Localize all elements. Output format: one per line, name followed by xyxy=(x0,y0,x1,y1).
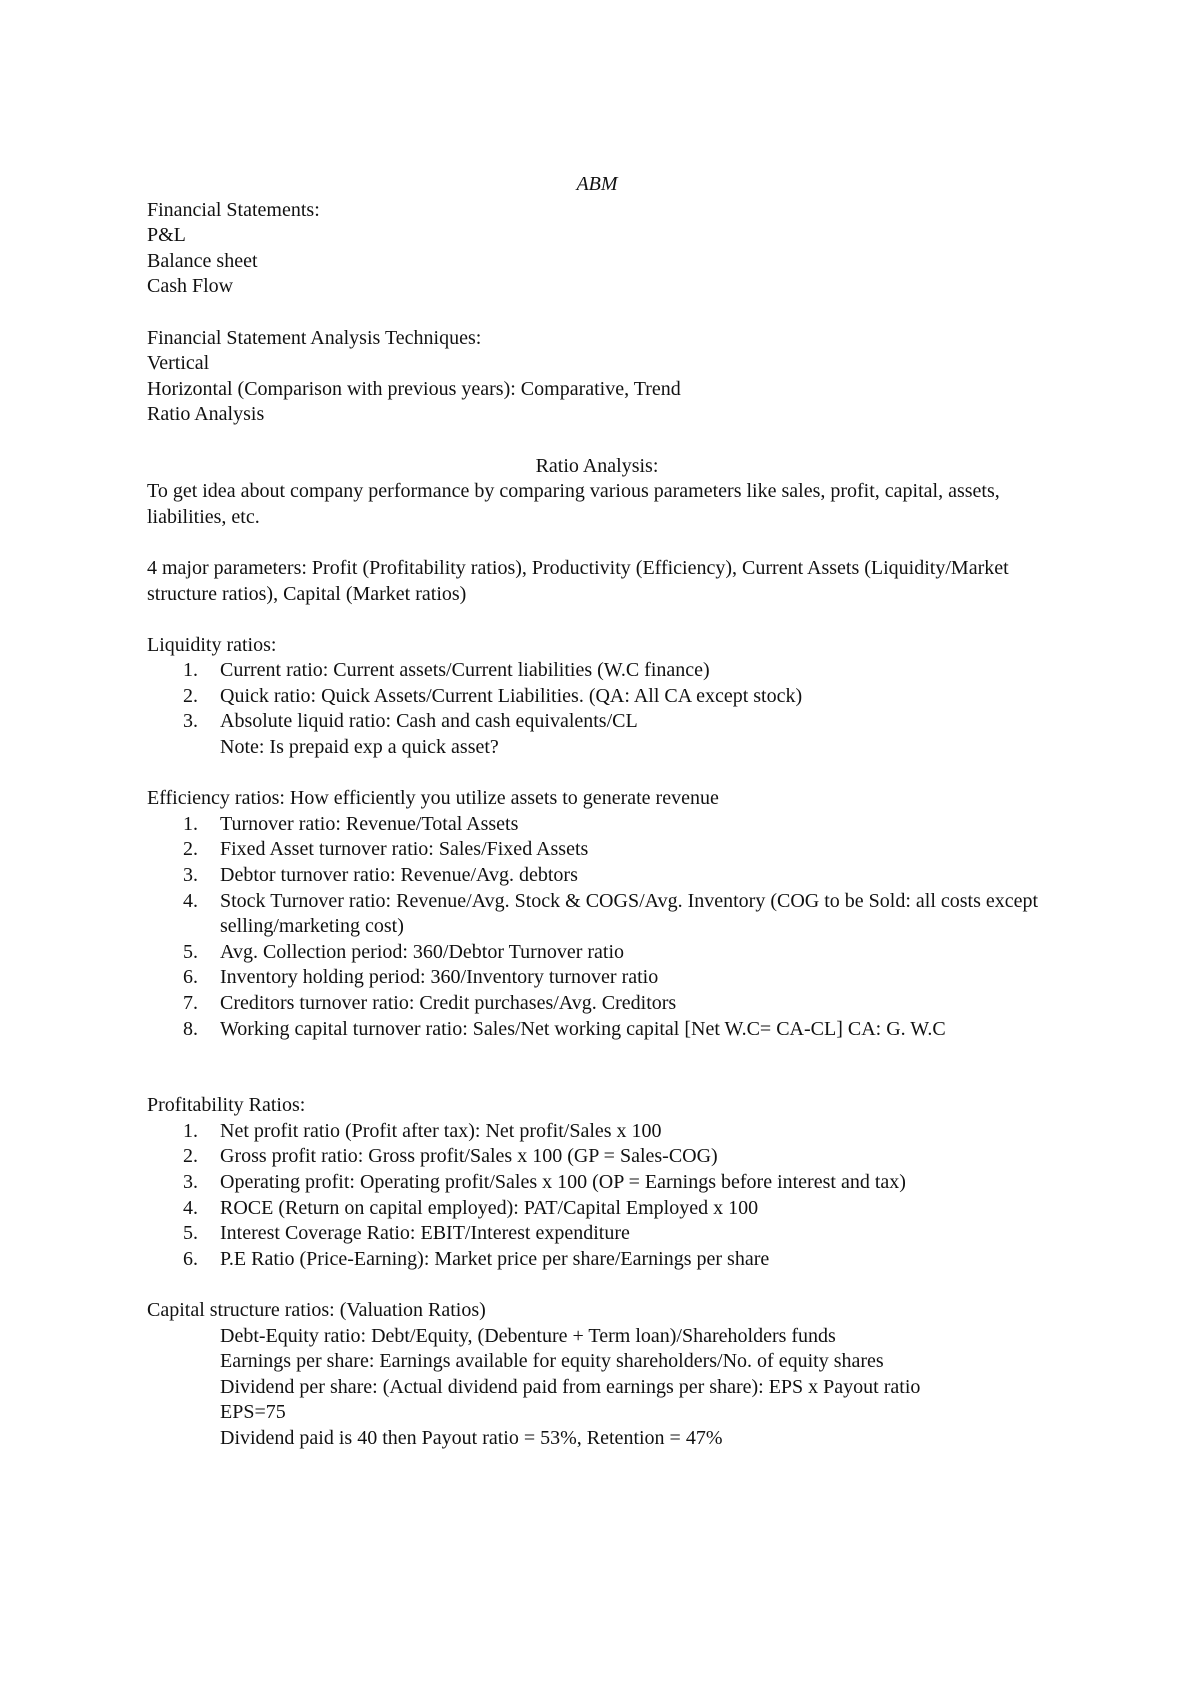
capital-structure-line: Dividend per share: (Actual dividend paid from earnings per share): EPS x Payout ratio xyxy=(220,1375,921,1398)
list-item: 7. Creditors turnover ratio: Credit purchases/Avg. Creditors xyxy=(183,992,677,1014)
document-title: ABM xyxy=(576,173,618,195)
analysis-technique-item: Horizontal (Comparison with previous years): Comparative, Trend xyxy=(147,377,681,400)
efficiency-ratios-list xyxy=(147,812,1047,1042)
capital-structure-heading: Capital structure ratios: (Valuation Ratios) xyxy=(147,1298,486,1321)
profitability-ratios-heading: Profitability Ratios: xyxy=(147,1094,306,1117)
financial-statements-heading: Financial Statements: xyxy=(147,198,320,221)
list-item: 2. Fixed Asset turnover ratio: Sales/Fixed Assets xyxy=(183,838,589,861)
list-item: 3. Absolute liquid ratio: Cash and cash equivalents/CL xyxy=(183,710,638,733)
list-item: 4. ROCE (Return on capital employed): PAT/Capital Employed x 100 xyxy=(183,1196,759,1219)
liquidity-ratios-heading: Liquidity ratios: xyxy=(147,633,277,656)
analysis-techniques-heading: Financial Statement Analysis Techniques: xyxy=(147,326,482,349)
list-item: 6. P.E Ratio (Price-Earning): Market price per share/Earnings per share xyxy=(183,1247,770,1270)
analysis-technique-item: Vertical xyxy=(147,352,210,375)
list-item: 2. Quick ratio: Quick Assets/Current Liabilities. (QA: All CA except stock) xyxy=(183,684,803,707)
list-item: 5. Interest Coverage Ratio: EBIT/Interest expenditure xyxy=(183,1222,630,1245)
list-item: 8. Working capital turnover ratio: Sales/Net working capital [Net W.C= CA-CL] CA: G. W.C xyxy=(183,1017,946,1040)
analysis-technique-item: Ratio Analysis xyxy=(147,403,265,426)
financial-statement-item: Cash Flow xyxy=(147,275,234,298)
financial-statement-item: P&L xyxy=(147,224,186,247)
financial-statement-item: Balance sheet xyxy=(147,249,258,272)
capital-structure-line: Earnings per share: Earnings available for equity shareholders/No. of equity shares xyxy=(220,1350,884,1373)
list-item: 2. Gross profit ratio: Gross profit/Sales x 100 (GP = Sales-COG) xyxy=(183,1145,718,1168)
list-item: 3. Debtor turnover ratio: Revenue/Avg. debtors xyxy=(183,864,578,887)
capital-structure-line: Debt-Equity ratio: Debt/Equity, (Debenture + Term loan)/Shareholders funds xyxy=(220,1324,836,1347)
capital-structure-line: Dividend paid is 40 then Payout ratio = 53%, Retention = 47% xyxy=(220,1426,723,1449)
list-item: 4. Stock Turnover ratio: Revenue/Avg. Stock & COGS/Avg. Inventory (COG to be Sold: all costs except selling/marketing cost) xyxy=(183,889,1039,938)
list-item: 1. Turnover ratio: Revenue/Total Assets xyxy=(183,812,519,835)
list-item: 1. Net profit ratio (Profit after tax): Net profit/Sales x 100 xyxy=(183,1119,662,1142)
liquidity-ratios-list xyxy=(147,658,1047,735)
list-item: 3. Operating profit: Operating profit/Sales x 100 (OP = Earnings before interest and tax) xyxy=(183,1170,906,1193)
profitability-ratios-list xyxy=(147,1119,1047,1273)
capital-structure-line: EPS=75 xyxy=(220,1401,286,1424)
list-item: 6. Inventory holding period: 360/Inventory turnover ratio xyxy=(183,966,659,989)
list-item: 1. Current ratio: Current assets/Current liabilities (W.C finance) xyxy=(183,659,710,682)
list-item: 5. Avg. Collection period: 360/Debtor Turnover ratio xyxy=(183,940,625,963)
major-parameters-text: 4 major parameters: Profit (Profitability ratios), Productivity (Efficiency), Current Assets (Liquidity/Market structure ratios), Capital (Market ratios) xyxy=(147,556,1009,605)
document-page xyxy=(147,172,1047,1452)
ratio-analysis-intro: To get idea about company performance by comparing various parameters like sales, profit, capital, assets, liabilities, etc. xyxy=(147,480,1000,528)
ratio-analysis-heading: Ratio Analysis: xyxy=(535,454,659,477)
efficiency-ratios-heading: Efficiency ratios: How efficiently you utilize assets to generate revenue xyxy=(147,787,719,810)
liquidity-note: Note: Is prepaid exp a quick asset? xyxy=(220,736,499,759)
